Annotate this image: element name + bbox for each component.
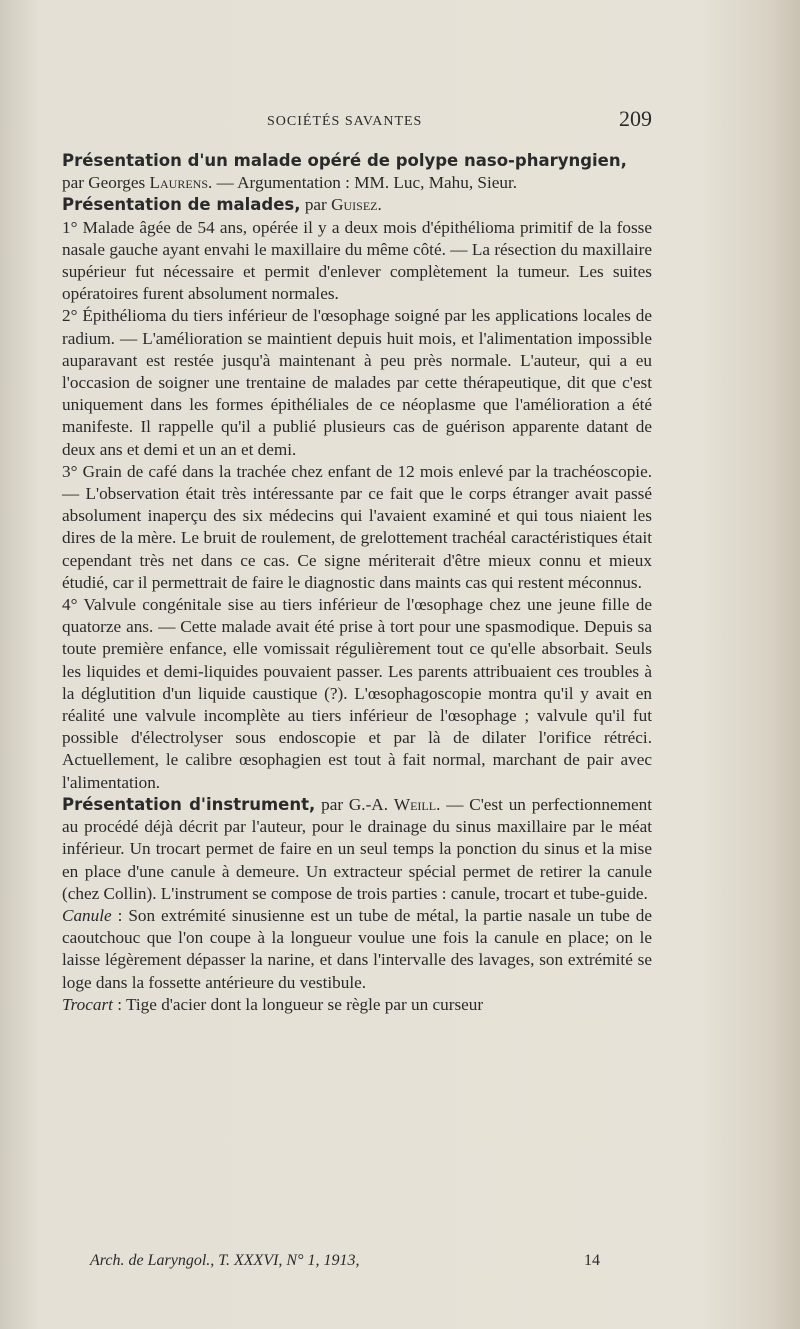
body-text: [62, 150, 652, 1016]
section-title-instrument: Présentation d'instrument,: [62, 794, 316, 814]
paragraph-4: 4° Valvule congénitale sise au tiers inférieur de l'œsophage chez une jeune fille de quatorze ans. — Cette malade avait été prise à tort pour une spasmodique. Depuis sa toute première enfance, elle vomissait régulièrement tout ce qu'elle absorbait. Seuls les liquides et demi-liquides pouvaient passer. Les parents attribuaient ces troubles à la déglutition d'un liquide caustique (?). L'œsophagoscopie montra qu'il y avait en réalité une valvule incomplète au tiers inférieur de l'œsophage ; valvule qu'il fut possible d'électrolyser sous endoscopie et par là de dilater l'orifice rétréci. Actuellement, le calibre œsophagien est tout à fait normal, marchant de pair avec l'alimentation.: [62, 595, 652, 792]
page-number: 209: [619, 106, 652, 131]
author-guisez: Guisez: [331, 195, 378, 215]
label-canule: Canule: [62, 905, 112, 925]
journal-reference: Arch. de Laryngol., T. XXXVI, N° 1, 1913,: [90, 1252, 360, 1269]
signature-mark: 14: [584, 1252, 600, 1269]
section-title-polype: Présentation d'un malade opéré de polype naso-pharyngien,: [62, 151, 627, 170]
paragraph-3: 3° Grain de café dans la trachée chez enfant de 12 mois enlevé par la trachéoscopie. — L'observation était très intéressante par ce fait que le corps étranger avait passé absolument inaperçu des six médecins qui l'avaient examiné et qui tous niaient les dires de la mère. Le bruit de roulement, de grelottement trachéal caractéristiques était cependant très net dans ce cas. Ce signe mériterait d'être mieux connu et mieux étudié, car il permettrait de faire le diagnostic dans maints cas qui restent méconnus.: [62, 461, 652, 592]
paragraph-2: 2° Épithélioma du tiers inférieur de l'œsophage soigné par les applications locales de radium. — L'amélioration se maintient depuis huit mois, et l'alimentation impossible auparavant est restée jusqu'à maintenant à peu près normale. L'auteur, qui a eu l'occasion de soigner une trentaine de malades par cette thérapeutique, dit que c'est uniquement dans les formes épithéliales de ce néoplasme que l'amélioration a été manifeste. Il rappelle qu'il a publié plusieurs cas de guérison apparente datant de deux ans et demi et un an et demi.: [62, 306, 652, 459]
paragraph-1: 1° Malade âgée de 54 ans, opérée il y a deux mois d'épithélioma primitif de la fosse nasale gauche ayant envahi le maxillaire du même côté. — La résection du maxillaire supérieur fut nécessaire et permit d'enlever complètement la tumeur. Les suites opératoires furent absolument normales.: [62, 217, 652, 304]
section-title-malades: Présentation de malades,: [62, 195, 301, 215]
paragraph-canule: Canule : Son extrémité sinusienne est un tube de métal, la partie nasale un tube de caoutchouc que l'on coupe à la longueur voulue une fois la canule en place; on le laisse légèrement dépasser la narine, et dans l'intervalle des lavages, son extrémité se loge dans la fossette antérieure du vestibule.: [62, 905, 652, 992]
paragraph-trocart: Trocart : Tige d'acier dont la longueur se règle par un curseur: [62, 994, 484, 1014]
author-weill: Weill: [393, 794, 437, 814]
page-header: [62, 106, 652, 136]
author-laurens: Laurens: [149, 173, 209, 193]
label-trocart: Trocart: [62, 994, 113, 1014]
running-title: SOCIÉTÉS SAVANTES: [267, 114, 423, 129]
section-weill: Présentation d'instrument, par G.-A. Weill. — C'est un perfectionnement au procédé déjà décrit par l'auteur, pour le drainage du sinus maxillaire par le méat inférieur. Un trocart permet de faire en un seul temps la ponction du sinus et la mise en place d'une canule à demeure. Un extracteur spécial permet de retirer la canule (chez Collin). L'instrument se compose de trois parties : canule, trocart et tube-guide.: [62, 794, 652, 903]
section-guisez: Présentation de malades, par Guisez.: [62, 195, 382, 215]
section-laurens: Présentation d'un malade opéré de polype naso-pharyngien, par Georges Laurens. — Argumentation : MM. Luc, Mahu, Sieur.: [62, 151, 627, 193]
